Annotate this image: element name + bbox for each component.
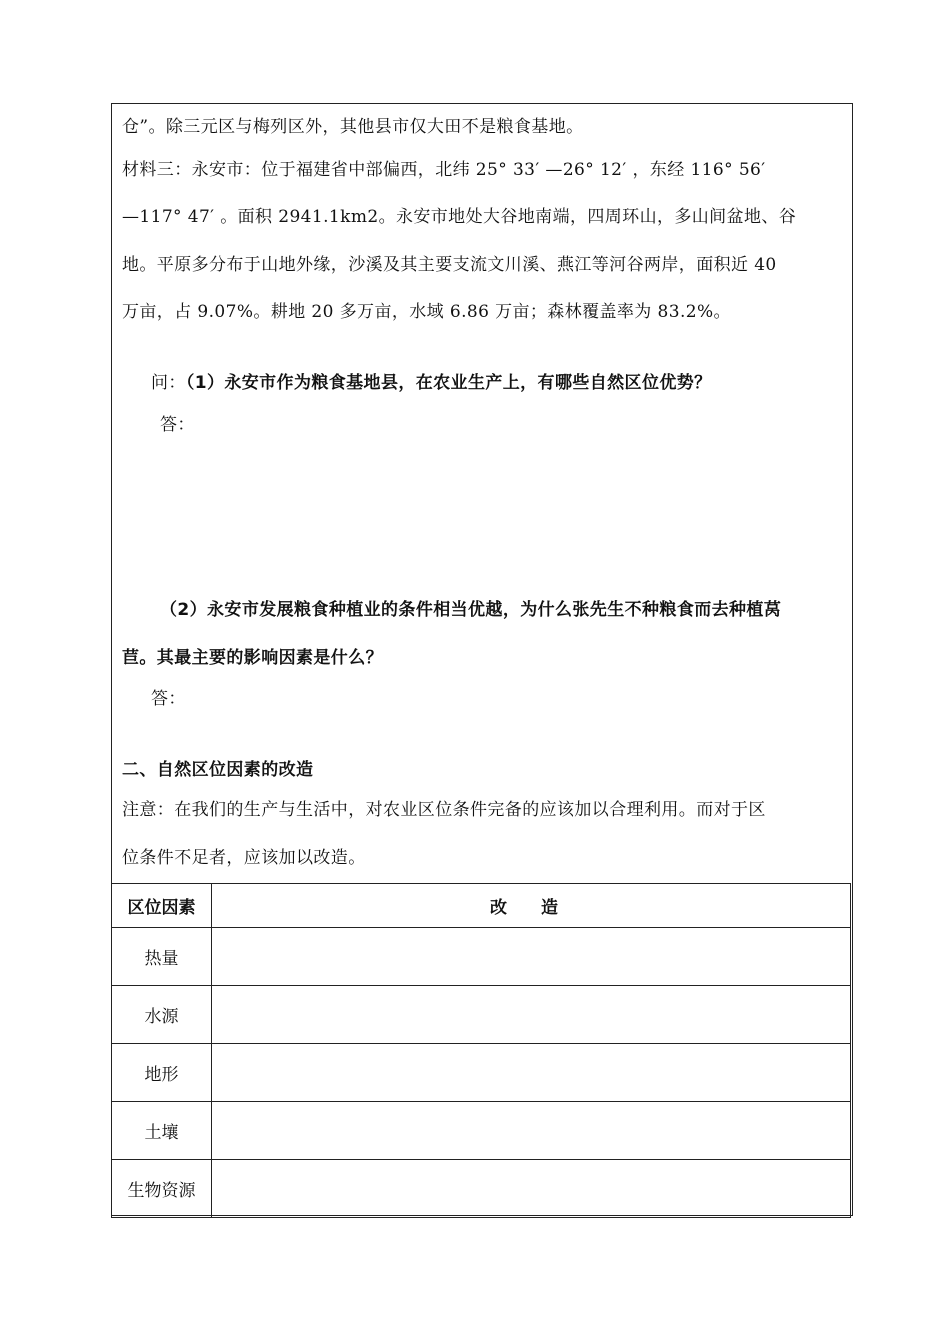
reform-cell[interactable] [212, 1102, 851, 1160]
question-2-line-2: 苣。其最主要的影响因素是什么？ [122, 648, 383, 668]
section-2-heading: 二、自然区位因素的改造 [122, 760, 314, 780]
answer-1-label: 答： [160, 415, 195, 435]
table-row [112, 1160, 851, 1218]
factor-cell: 热量 [112, 928, 212, 986]
question-1-prefix: 问： [151, 373, 186, 393]
header-factor: 区位因素 [112, 884, 212, 928]
material-line-0: 仓”。除三元区与梅列区外，其他县市仅大田不是粮食基地。 [122, 117, 584, 137]
section-2-note-line-1: 注意：在我们的生产与生活中，对农业区位条件完备的应该加以合理利用。而对于区 [122, 800, 766, 820]
material-three-line-4: 万亩，占 9.07%。耕地 20 多万亩，水域 6.86 万亩；森林覆盖率为 83.2%。 [122, 302, 731, 322]
reform-cell[interactable] [212, 1044, 851, 1102]
factor-cell: 水源 [112, 986, 212, 1044]
reform-cell[interactable] [212, 928, 851, 986]
table-row [112, 986, 851, 1044]
material-three-line-2: —117° 47′ 。面积 2941.1km2。永安市地处大谷地南端，四周环山，多山间盆地、谷 [122, 207, 797, 227]
question-1-text: （1）永安市作为粮食基地县，在农业生产上，有哪些自然区位优势？ [185, 373, 712, 393]
table-row [112, 1044, 851, 1102]
reform-cell[interactable] [212, 1160, 851, 1218]
material-three-line-1: 材料三：永安市：位于福建省中部偏西，北纬 25° 33′ —26° 12′ ，东经 116° 56′ [122, 160, 766, 180]
section-2-note-line-2: 位条件不足者，应该加以改造。 [122, 848, 366, 868]
reform-table-header [112, 884, 851, 928]
factor-cell: 地形 [112, 1044, 212, 1102]
reform-cell[interactable] [212, 986, 851, 1044]
material-three-line-3: 地。平原多分布于山地外缘，沙溪及其主要支流文川溪、燕江等河谷两岸，面积近 40 [122, 255, 777, 275]
table-row [112, 928, 851, 986]
answer-2-label: 答： [151, 689, 186, 709]
factor-cell: 生物资源 [112, 1160, 212, 1218]
table-row [112, 1102, 851, 1160]
reform-table [111, 883, 851, 1218]
header-reform: 改 造 [212, 884, 851, 928]
factor-cell: 土壤 [112, 1102, 212, 1160]
question-2-line-1: （2）永安市发展粮食种植业的条件相当优越，为什么张先生不种粮食而去种植莴 [160, 600, 782, 620]
question-1 [151, 373, 712, 393]
